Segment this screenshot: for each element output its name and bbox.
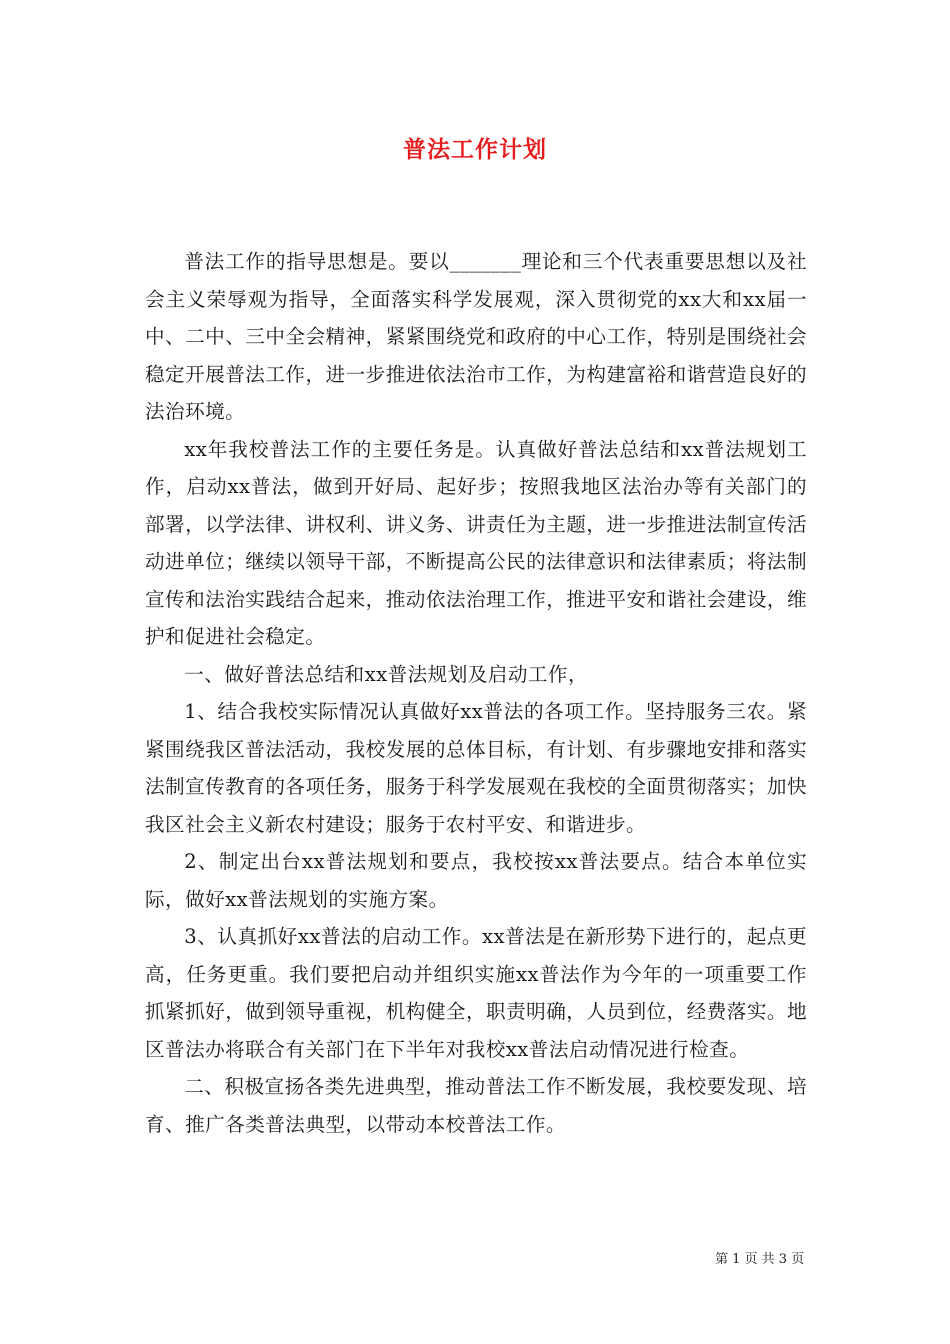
paragraph-item-2: 2、制定出台xx普法规划和要点，我校按xx普法要点。结合本单位实际，做好xx普法规划的实施方案。 (145, 850, 807, 911)
paragraph-main-tasks: xx年我校普法工作的主要任务是。认真做好普法总结和xx普法规划工作，启动xx普法，做到开好局、起好步；按照我地区法治办等有关部门的部署，以学法律、讲权利、讲义务、讲责任为主题，进一步推进法制宣传活动进单位；继续以领导干部，不断提高公民的法律意识和法律素质；将法制宣传和法治实践结合起来，推动依法治理工作，推进平安和谐社会建设，维护和促进社会稳定。 (145, 437, 807, 648)
paragraph-item-3: 3、认真抓好xx普法的启动工作。xx普法是在新形势下进行的，起点更高，任务更重。我们要把启动并组织实施xx普法作为今年的一项重要工作抓紧抓好，做到领导重视，机构健全，职责明确，人员到位，经费落实。地区普法办将联合有关部门在下半年对我校xx普法启动情况进行检查。 (145, 925, 807, 1061)
document-title: 普法工作计划 (403, 136, 547, 163)
paragraph-guiding-ideology: 普法工作的指导思想是。要以_______理论和三个代表重要思想以及社会主义荣辱观为指导，全面落实科学发展观，深入贯彻党的xx大和xx届一中、二中、三中全会精神，紧紧围绕党和政府的中心工作，特别是围绕社会稳定开展普法工作，进一步推进依法治市工作，为构建富裕和谐营造良好的法治环境。 (145, 250, 807, 423)
section-heading-2: 二、积极宣扬各类先进典型，推动普法工作不断发展，我校要发现、培育、推广各类普法典型，以带动本校普法工作。 (145, 1075, 807, 1136)
document-body (145, 243, 807, 1143)
paragraph-item-1: 1、结合我校实际情况认真做好xx普法的各项工作。坚持服务三农。紧紧围绕我区普法活动，我校发展的总体目标，有计划、有步骤地安排和落实法制宣传教育的各项任务，服务于科学发展观在我校的全面贯彻落实；加快我区社会主义新农村建设；服务于农村平安、和谐进步。 (145, 700, 807, 836)
page-number: 第 1 页 共 3 页 (715, 1252, 805, 1267)
section-heading-1: 一、做好普法总结和xx普法规划及启动工作， (184, 662, 589, 686)
